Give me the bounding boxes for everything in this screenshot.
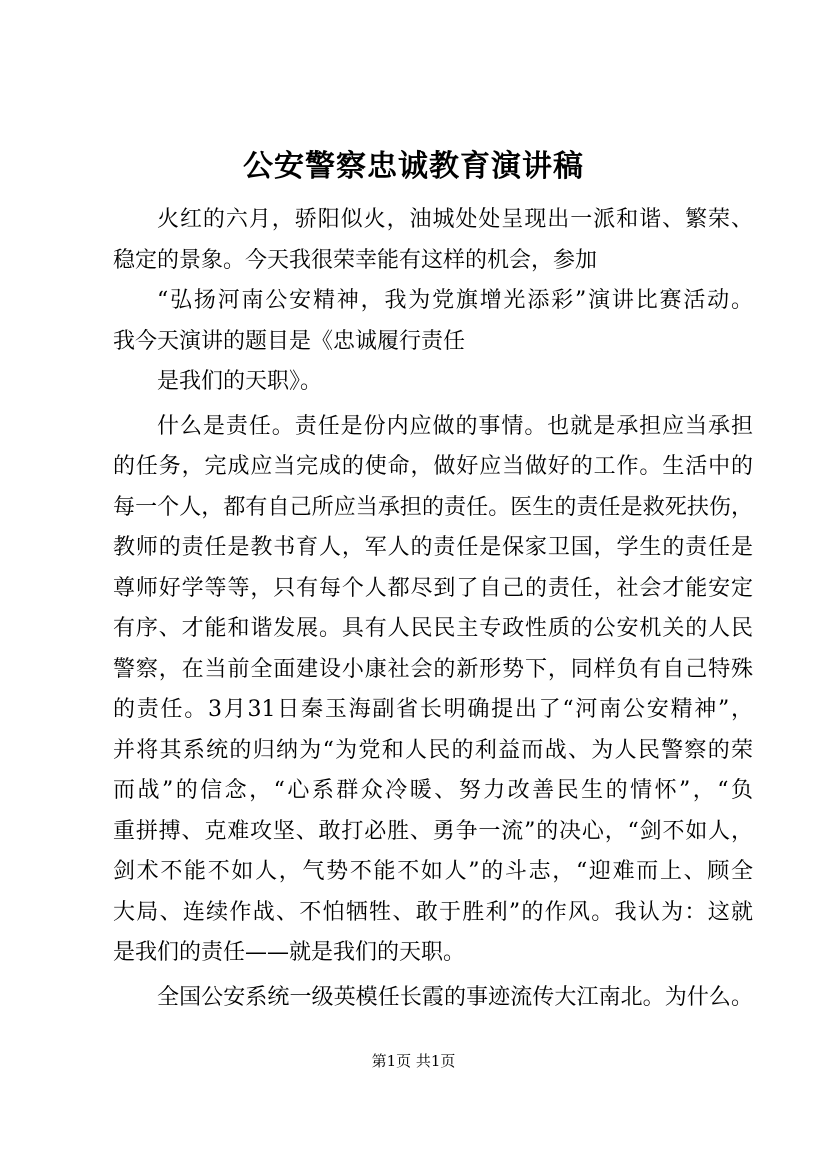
text-line: 尊师好学等等，只有每个人都尽到了自己的责任，社会才能安定 — [113, 575, 753, 601]
text-line: 教师的责任是教书育人，军人的责任是保家卫国，学生的责任是 — [113, 535, 753, 560]
text-line: 重拼搏、克难攻坚、敢打必胜、勇争一流”的决心，“剑不如人， — [113, 818, 753, 844]
text-line: 全国公安系统一级英模任长霞的事迹流传大江南北。为什么。 — [157, 984, 753, 1010]
text-line: 的责任。3月31日秦玉海副省长明确提出了“河南公安精神”， — [113, 697, 753, 722]
text-line: 什么是责任。责任是份内应做的事情。也就是承担应当承担 — [157, 413, 753, 439]
page-footer: 第1页 共1页 — [371, 1052, 456, 1070]
text-line: 我今天演讲的题目是《忠诚履行责任 — [113, 328, 466, 354]
text-line: 警察，在当前全面建设小康社会的新形势下，同样负有自己特殊 — [113, 656, 753, 682]
text-line: 每一个人，都有自己所应当承担的责任。医生的责任是救死扶伤， — [113, 494, 753, 520]
text-line: 是我们的责任——就是我们的天职。 — [113, 940, 466, 965]
text-line: 火红的六月，骄阳似火，油城处处呈现出一派和谐、繁荣、 — [157, 207, 753, 232]
document-body — [113, 170, 753, 1018]
text-line: 并将其系统的归纳为“为党和人民的利益而战、为人民警察的荣 — [113, 737, 753, 763]
page-title: 公安警察忠诚教育演讲稿 — [243, 149, 584, 184]
text-line: 有序、才能和谐发展。具有人民民主专政性质的公安机关的人民 — [113, 616, 753, 641]
text-line: 大局、连续作战、不怕牺牲、敢于胜利”的作风。我认为：这就 — [113, 899, 753, 925]
text-line: 剑术不能不如人，气势不能不如人”的斗志，“迎难而上、顾全 — [113, 859, 753, 884]
text-line: 是我们的天职》。 — [157, 369, 323, 394]
text-line: “弘扬河南公安精神，我为党旗增光添彩”演讲比赛活动。 — [157, 288, 753, 313]
text-line: 稳定的景象。今天我很荣幸能有这样的机会，参加 — [113, 247, 598, 273]
text-line: 而战”的信念，“心系群众冷暖、努力改善民生的情怀”，“负 — [113, 778, 753, 803]
text-line: 的任务，完成应当完成的使命，做好应当做好的工作。生活中的 — [113, 454, 753, 479]
